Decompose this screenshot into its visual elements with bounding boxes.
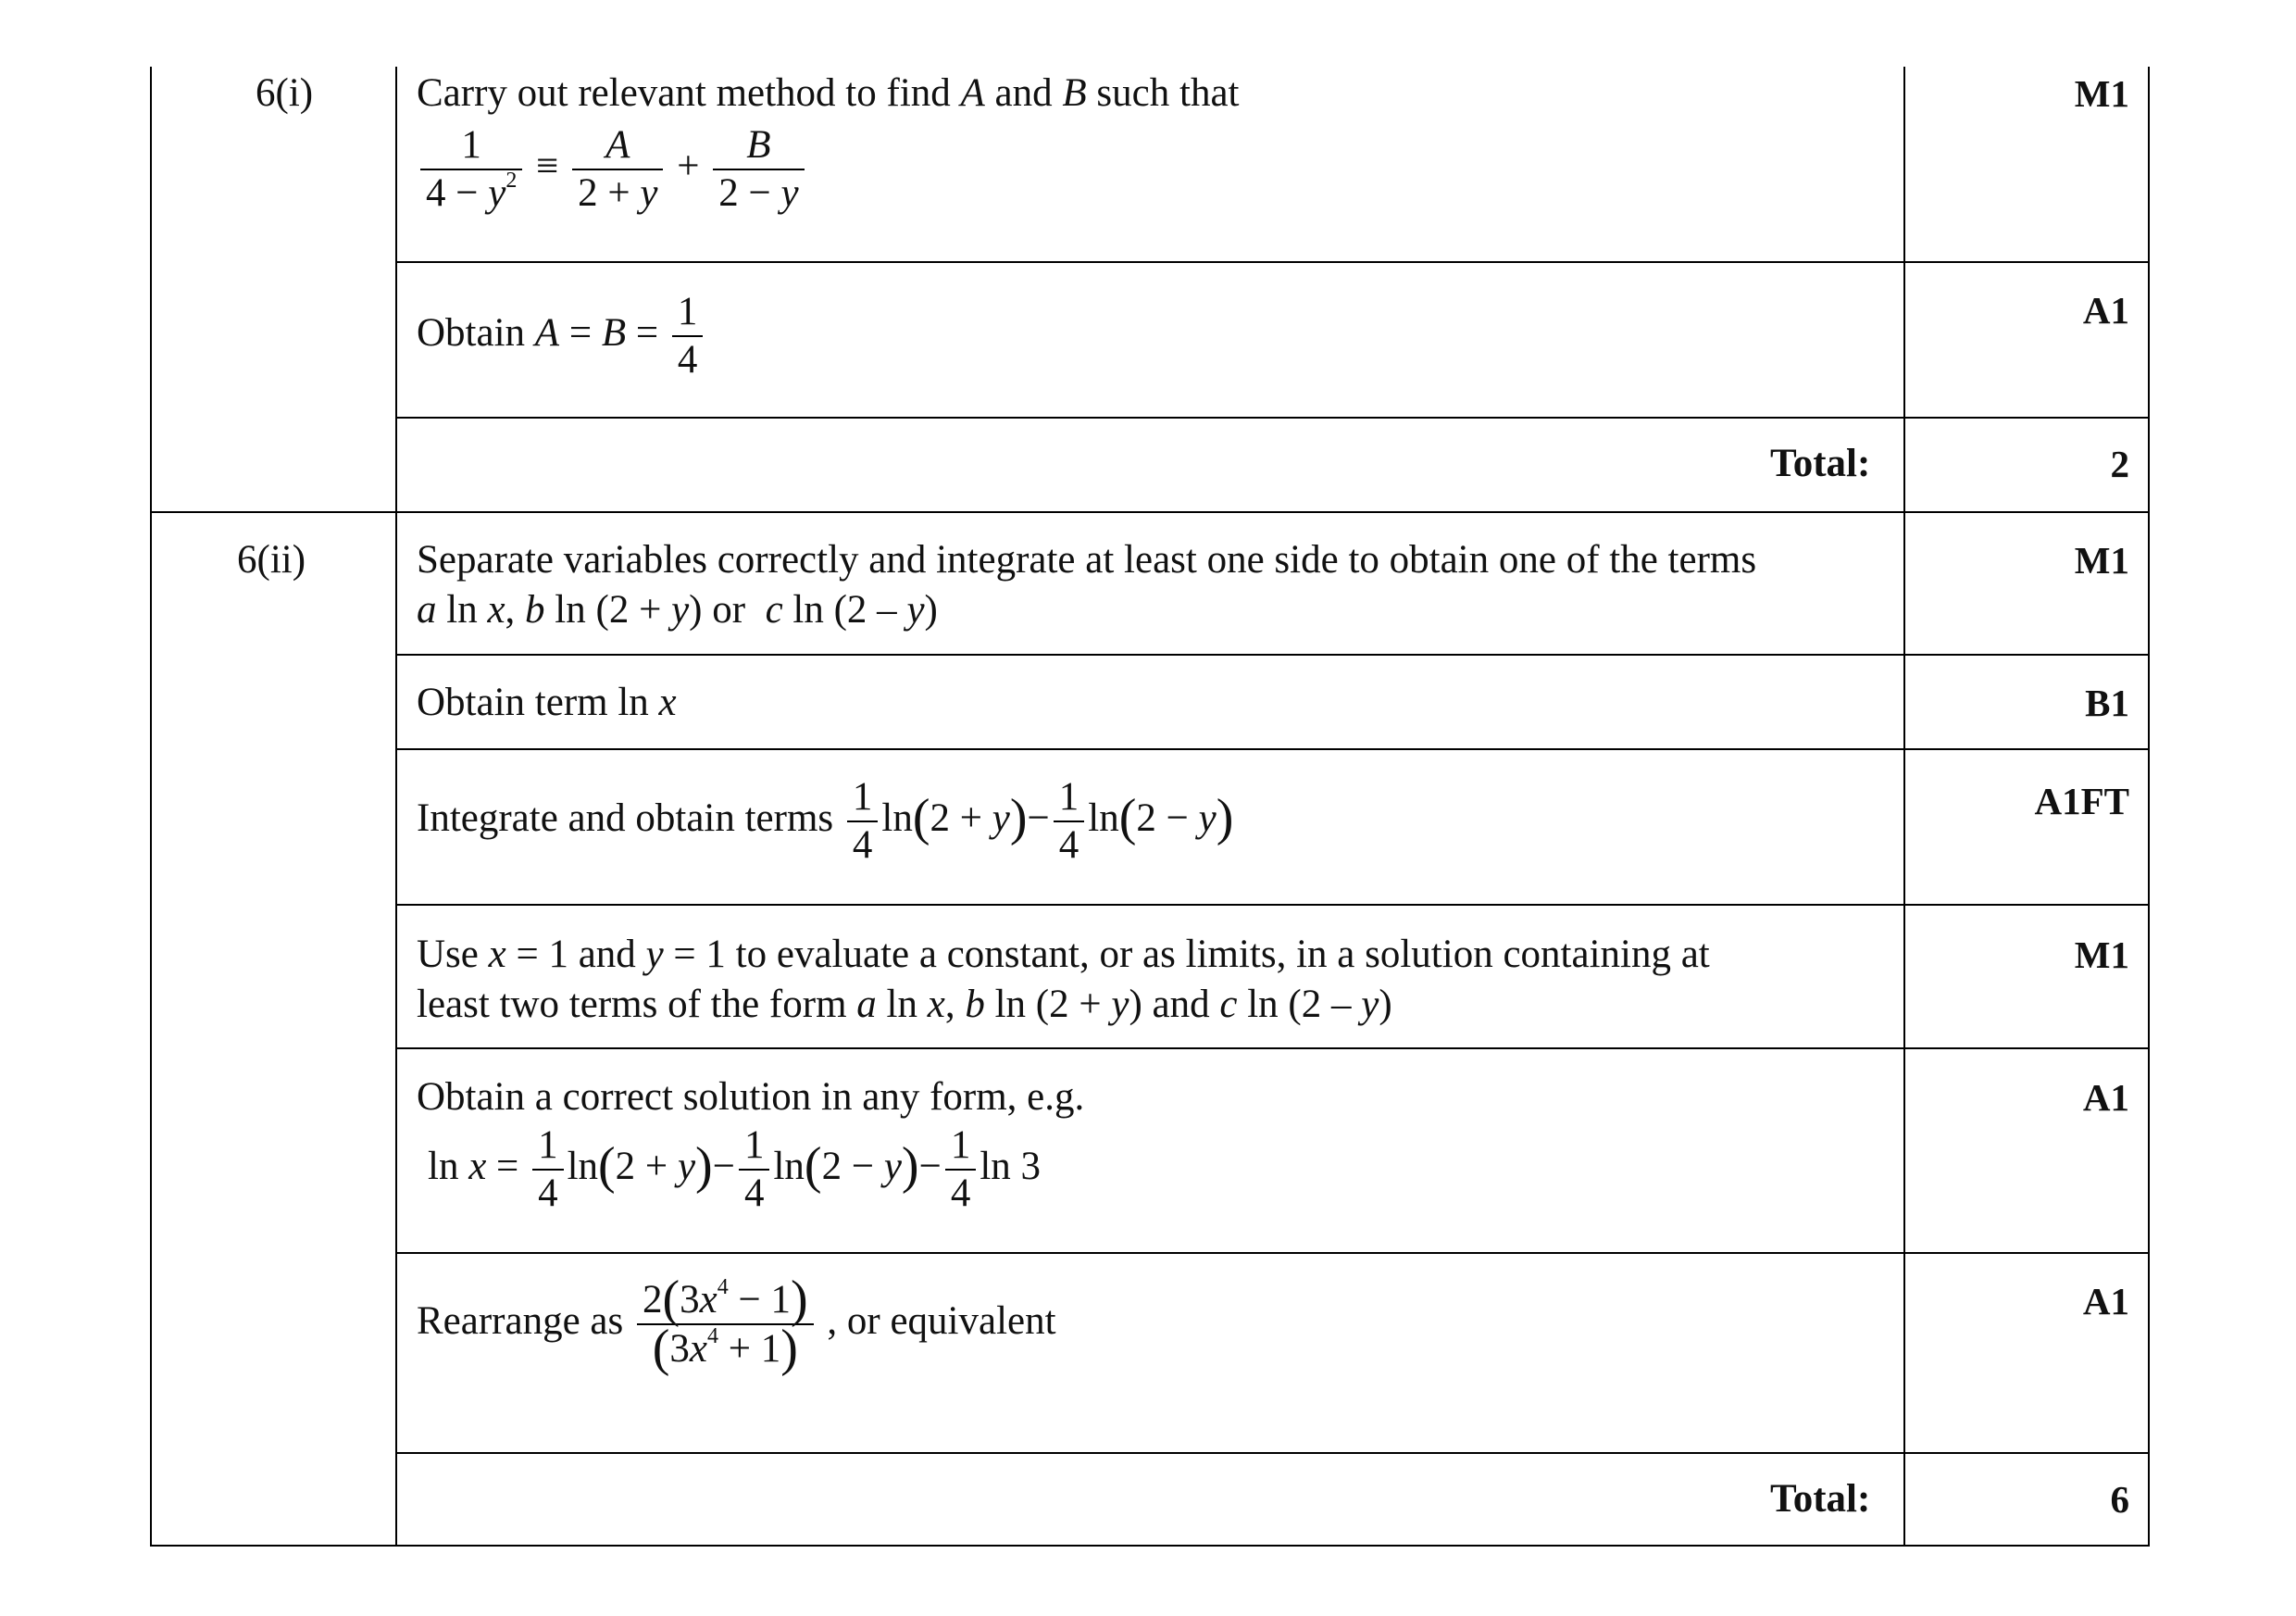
total-value: 2 (2110, 443, 2129, 485)
plus-sign: + (677, 144, 700, 188)
separate-variables-line2: a ln x, b ln (2 + y) or c ln (2 – y) (417, 588, 938, 632)
mark-A1: A1 (2082, 1076, 2129, 1119)
table-divider-col2 (1903, 67, 1905, 1547)
or-equivalent: , or equivalent (827, 1298, 1056, 1343)
fraction-quarter: $\frac{1}{4}$ (739, 1122, 770, 1217)
mark-A1: A1 (2082, 289, 2129, 332)
row-divider (395, 1252, 2150, 1254)
var-B: B (1062, 71, 1087, 115)
method-text-and: and (994, 71, 1053, 115)
method-text (417, 69, 1239, 119)
fraction-a: $\frac{A}{2 + y}$ (572, 122, 663, 217)
correct-solution-equation: ln x = $\frac{1}{4}$ ln(2 + y)− $\frac{1}{4}$ ln(2 − y)− $\frac{1}{4}$ ln 3 (428, 1123, 1042, 1215)
row-divider (395, 417, 2150, 419)
var-A: A (960, 71, 985, 115)
separate-variables-line1: Separate variables correctly and integrate at least one side to obtain one of the terms (417, 538, 1757, 582)
total-label: Total: (1770, 442, 1871, 485)
question-label-6i: 6(i) (256, 71, 314, 115)
mark-A1FT: A1FT (2034, 780, 2129, 822)
partial-fraction-identity (417, 122, 808, 217)
obtain-A-B-row: Obtain A = B = $\frac{1}{4}$ (417, 289, 706, 383)
obtain-ln-x-row: Obtain term ln x (417, 681, 677, 724)
method-text-such-that: such that (1096, 71, 1240, 115)
table-border-right (2148, 67, 2150, 1547)
total-value: 6 (2110, 1478, 2129, 1521)
integrate-label: Integrate and obtain terms (417, 795, 834, 840)
fraction-quarter: $\frac{1}{4}$ (847, 774, 879, 869)
fraction-b: $\frac{B}{2 - y}$ (713, 122, 804, 217)
use-x1-y1-line1: Use x = 1 and y = 1 to evaluate a constant, or as limits, in a solution containing at (417, 933, 1710, 976)
fraction-rearranged: $\frac{2(3x^4 - 1)}{(3x^4 + 1)}$ (637, 1276, 814, 1372)
fraction-quarter: $\frac{1}{4}$ (672, 289, 704, 383)
mark-B1: B1 (2085, 682, 2129, 724)
row-divider (395, 261, 2150, 263)
row-divider (395, 904, 2150, 906)
question-label-6ii: 6(ii) (237, 538, 306, 582)
mark-M1: M1 (2074, 72, 2129, 115)
use-x1-y1-line2: least two terms of the form a ln x, b ln (2 + y) and c ln (2 – y) (417, 983, 1392, 1026)
mark-M1: M1 (2074, 539, 2129, 582)
question-divider (150, 511, 2150, 513)
method-text-a: Carry out relevant method to find (417, 71, 951, 115)
row-divider (395, 1047, 2150, 1049)
table-border-bottom (150, 1545, 2150, 1547)
rearrange-row (417, 1271, 1056, 1377)
rearrange-label: Rearrange as (417, 1298, 624, 1343)
obtain-label: Obtain (417, 310, 526, 355)
integrate-terms-row: Integrate and obtain terms $\frac{1}{4}$ ln(2 + y)− $\frac{1}{4}$ ln(2 − y) (417, 775, 1234, 867)
table-divider-col1 (395, 67, 397, 1547)
mark-A1: A1 (2082, 1280, 2129, 1322)
obtain-ln-label: Obtain term ln (417, 681, 649, 724)
fraction-quarter: $\frac{1}{4}$ (1054, 774, 1085, 869)
total-label: Total: (1770, 1477, 1871, 1521)
identity-symbol: ≡ (536, 144, 559, 188)
row-divider (395, 1452, 2150, 1454)
fraction-quarter: $\frac{1}{4}$ (945, 1122, 977, 1217)
correct-solution-line1: Obtain a correct solution in any form, e.g. (417, 1075, 1085, 1119)
row-divider (395, 654, 2150, 656)
mark-M1: M1 (2074, 933, 2129, 976)
fraction-quarter: $\frac{1}{4}$ (532, 1122, 564, 1217)
row-divider (395, 748, 2150, 750)
table-border-left (150, 67, 152, 1547)
fraction-lhs: $\frac{1}{4 - y^2}$ (420, 122, 522, 217)
